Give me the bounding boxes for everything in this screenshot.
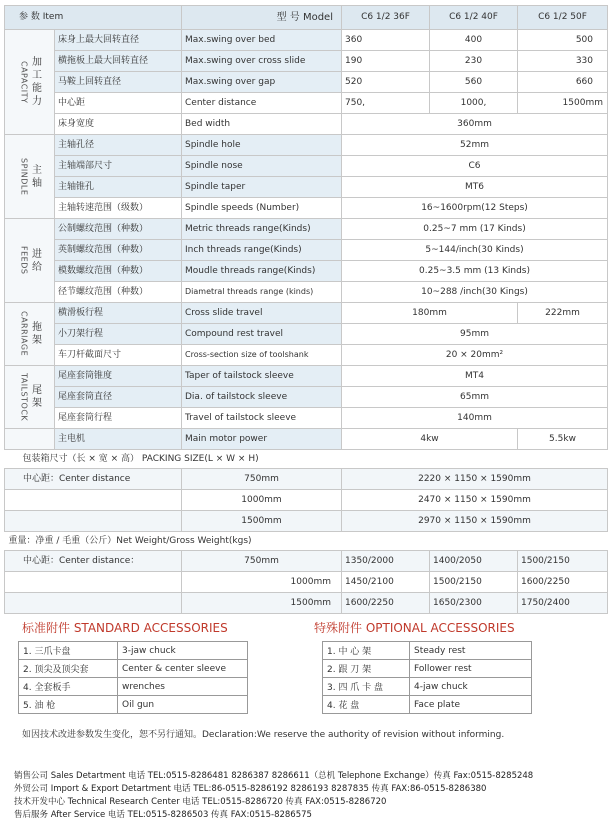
table-row [5, 408, 608, 429]
value-cell: C6 [342, 156, 608, 177]
value-cell: MT6 [342, 177, 608, 198]
table-row [5, 177, 608, 198]
table-row [5, 324, 608, 345]
accessory-en: Face plate [410, 696, 532, 714]
table-row [5, 240, 608, 261]
row-label-zh: 主轴孔径 [55, 135, 182, 156]
optional-accessories-title: 特殊附件 OPTIONAL ACCESSORIES [314, 621, 515, 635]
table-row [5, 490, 608, 511]
value-cell: 222mm [518, 303, 608, 324]
weight-title-row [5, 532, 608, 551]
list-item [323, 696, 532, 714]
table-row [5, 303, 608, 324]
value-cell: 500 [518, 30, 608, 51]
table-row [5, 593, 608, 614]
list-item [19, 660, 248, 678]
accessory-en: 4-jaw chuck [410, 678, 532, 696]
table-row [5, 72, 608, 93]
category-label-zh: 加工能力 [29, 56, 41, 108]
category-label-en: SPINDLE [19, 157, 29, 196]
accessory-en: Center & center sleeve [118, 660, 248, 678]
row-label-zh: 横滑板行程 [55, 303, 182, 324]
accessory-en: Steady rest [410, 642, 532, 660]
weight-title: 重量：净重 / 毛重（公斤）Net Weight/Gross Weight(kgs) [8, 535, 252, 546]
value-cell: 330 [518, 51, 608, 72]
weight-label: 中心距：Center distance： [5, 551, 182, 572]
row-label-zh: 床身上最大回转直径 [55, 30, 182, 51]
row-label-zh: 主电机 [55, 429, 182, 450]
table-row [5, 387, 608, 408]
row-label-zh: 模数螺纹范围（种数） [55, 261, 182, 282]
value-cell: 180mm [342, 303, 518, 324]
accessory-zh: 1. 中 心 架 [323, 642, 410, 660]
row-label-zh: 径节螺纹范围（种数） [55, 282, 182, 303]
row-label-zh: 公制螺纹范围（种数） [55, 219, 182, 240]
row-label-en: Max.swing over gap [182, 72, 342, 93]
header-row [5, 6, 608, 30]
row-label-en: Spindle taper [182, 177, 342, 198]
table-row [5, 114, 608, 135]
row-label-en: Cross slide travel [182, 303, 342, 324]
accessory-en: Follower rest [410, 660, 532, 678]
contact-service: 售后服务 After Service 电话 TEL:0515-8286503 传真 FAX:0515-8286575 [14, 810, 312, 820]
row-label-en: Diametral threads range (kinds) [182, 282, 342, 303]
row-label-en: Travel of tailstock sleeve [182, 408, 342, 429]
category-capacity [5, 30, 55, 135]
row-label-zh: 马鞍上回转直径 [55, 72, 182, 93]
category-label-zh: 进给 [29, 247, 41, 274]
row-label-zh: 主轴端部尺寸 [55, 156, 182, 177]
weight-value: 1450/2100 [342, 572, 430, 593]
weight-distance: 1000mm [182, 572, 342, 593]
row-label-zh: 主轴锥孔 [55, 177, 182, 198]
category-tailstock [5, 366, 55, 429]
value-cell: 5.5kw [518, 429, 608, 450]
value-cell: 1500mm [518, 93, 608, 114]
param-header: 参 数 Item [5, 6, 182, 30]
row-label-zh: 车刀杆截面尺寸 [55, 345, 182, 366]
table-row [5, 30, 608, 51]
row-label-zh: 床身宽度 [55, 114, 182, 135]
packing-title-row [5, 450, 608, 469]
accessory-zh: 2. 顶尖及顶尖套 [19, 660, 118, 678]
row-label-en: Metric threads range(Kinds) [182, 219, 342, 240]
contact-research: 技术开发中心 Technical Research Center 电话 TEL:0515-8286720 传真 FAX:0515-8286720 [14, 797, 387, 807]
spec-table [4, 5, 608, 614]
model-2: C6 1/2 40F [430, 6, 518, 30]
row-label-en: Inch threads range(Kinds) [182, 240, 342, 261]
optional-accessories-table [322, 641, 532, 714]
value-cell: 400 [430, 30, 518, 51]
standard-accessories-title: 标准附件 STANDARD ACCESSORIES [22, 621, 228, 635]
weight-value: 1500/2150 [430, 572, 518, 593]
category-label-zh: 拖架 [29, 321, 41, 347]
row-label-en: Bed width [182, 114, 342, 135]
value-cell: 10~288 /inch(30 Kings) [342, 282, 608, 303]
accessory-en: wrenches [118, 678, 248, 696]
weight-distance: 1500mm [182, 593, 342, 614]
weight-value: 1600/2250 [518, 572, 608, 593]
table-row [5, 282, 608, 303]
value-cell: 1000, [430, 93, 518, 114]
value-cell: 230 [430, 51, 518, 72]
packing-title: 包装箱尺寸（长 × 宽 × 高） PACKING SIZE(L × W × H) [22, 453, 259, 464]
model-header: 型 号 Model [182, 6, 342, 30]
table-row [5, 51, 608, 72]
row-label-zh: 主轴转速范围（级数） [55, 198, 182, 219]
category-label-en: TAILSTOCK [19, 372, 29, 422]
row-label-zh: 中心距 [55, 93, 182, 114]
category-feeds [5, 219, 55, 303]
value-cell: 750, [342, 93, 430, 114]
row-label-en: Cross-section size of toolshank [182, 345, 342, 366]
category-label-en: CARRIAGE [19, 311, 29, 357]
row-label-zh: 小刀架行程 [55, 324, 182, 345]
list-item [19, 642, 248, 660]
category-label-en: FEEDS [19, 246, 29, 275]
table-row [5, 345, 608, 366]
accessory-zh: 5. 油 枪 [19, 696, 118, 714]
table-row [5, 366, 608, 387]
weight-value: 1600/2250 [342, 593, 430, 614]
packing-size: 2470 × 1150 × 1590mm [342, 490, 608, 511]
table-row [5, 219, 608, 240]
category-label-en: CAPACITY [19, 60, 29, 104]
table-row [5, 261, 608, 282]
value-cell: 95mm [342, 324, 608, 345]
table-row [5, 135, 608, 156]
row-label-en: Dia. of tailstock sleeve [182, 387, 342, 408]
row-label-en: Max.swing over bed [182, 30, 342, 51]
weight-value: 1750/2400 [518, 593, 608, 614]
table-row [5, 551, 608, 572]
accessory-en: Oil gun [118, 696, 248, 714]
revision-note: 如因技术改进参数发生变化，恕不另行通知。Declaration:We reserve the authority of revision without informing. [22, 730, 505, 740]
weight-value: 1350/2000 [342, 551, 430, 572]
row-label-en: Max.swing over cross slide [182, 51, 342, 72]
value-cell: MT4 [342, 366, 608, 387]
row-label-en: Spindle speeds (Number) [182, 198, 342, 219]
table-row [5, 156, 608, 177]
list-item [323, 678, 532, 696]
table-row [5, 429, 608, 450]
packing-size: 2970 × 1150 × 1590mm [342, 511, 608, 532]
contact-export: 外贸公司 Import & Export Detartment 电话 TEL:86-0515-8286192 8286193 8287835 传真 FAX:86-0515-8286380 [14, 784, 487, 794]
value-cell: 520 [342, 72, 430, 93]
table-row [5, 198, 608, 219]
row-label-zh: 横拖板上最大回转直径 [55, 51, 182, 72]
value-cell: 0.25~3.5 mm (13 Kinds) [342, 261, 608, 282]
value-cell: 0.25~7 mm (17 Kinds) [342, 219, 608, 240]
category-carriage [5, 303, 55, 366]
list-item [323, 660, 532, 678]
value-cell: 190 [342, 51, 430, 72]
packing-distance: 750mm [182, 469, 342, 490]
row-label-en: Compound rest travel [182, 324, 342, 345]
row-label-zh: 尾座套筒直径 [55, 387, 182, 408]
value-cell: 560 [430, 72, 518, 93]
accessory-zh: 3. 四 爪 卡 盘 [323, 678, 410, 696]
value-cell: 5~144/inch(30 Kinds) [342, 240, 608, 261]
packing-distance: 1500mm [182, 511, 342, 532]
accessory-zh: 2. 跟 刀 架 [323, 660, 410, 678]
weight-distance: 750mm [182, 551, 342, 572]
packing-size: 2220 × 1150 × 1590mm [342, 469, 608, 490]
value-cell: 16~1600rpm(12 Steps) [342, 198, 608, 219]
list-item [19, 678, 248, 696]
row-label-en: Spindle hole [182, 135, 342, 156]
value-cell: 20 × 20mm² [342, 345, 608, 366]
weight-value: 1400/2050 [430, 551, 518, 572]
category-spindle [5, 135, 55, 219]
accessory-zh: 4. 全套板手 [19, 678, 118, 696]
table-row [5, 469, 608, 490]
table-row [5, 511, 608, 532]
value-cell: 52mm [342, 135, 608, 156]
row-label-zh: 尾座套筒行程 [55, 408, 182, 429]
row-label-zh: 尾座套筒锥度 [55, 366, 182, 387]
category-label-zh: 主轴 [29, 163, 41, 190]
weight-value: 1650/2300 [430, 593, 518, 614]
value-cell: 660 [518, 72, 608, 93]
value-cell: 140mm [342, 408, 608, 429]
row-label-en: Center distance [182, 93, 342, 114]
standard-accessories-table [18, 641, 248, 714]
accessory-en: 3-jaw chuck [118, 642, 248, 660]
model-1: C6 1/2 36F [342, 6, 430, 30]
list-item [19, 696, 248, 714]
row-label-en: Spindle nose [182, 156, 342, 177]
row-label-en: Moudle threads range(Kinds) [182, 261, 342, 282]
category-label-zh: 尾架 [29, 384, 41, 410]
row-label-en: Main motor power [182, 429, 342, 450]
packing-label: 中心距：Center distance [5, 469, 182, 490]
table-row [5, 572, 608, 593]
value-cell: 65mm [342, 387, 608, 408]
model-3: C6 1/2 50F [518, 6, 608, 30]
value-cell: 360 [342, 30, 430, 51]
accessory-zh: 1. 三爪卡盘 [19, 642, 118, 660]
list-item [323, 642, 532, 660]
table-row [5, 93, 608, 114]
accessory-zh: 4. 花 盘 [323, 696, 410, 714]
value-cell: 4kw [342, 429, 518, 450]
contact-sales: 销售公司 Sales Detartment 电话 TEL:0515-8286481 8286387 8286611（总机 Telephone Exchange）传真 Fax:0515-8285248 [14, 771, 534, 781]
row-label-en: Taper of tailstock sleeve [182, 366, 342, 387]
value-cell: 360mm [342, 114, 608, 135]
packing-distance: 1000mm [182, 490, 342, 511]
weight-value: 1500/2150 [518, 551, 608, 572]
row-label-zh: 英制螺纹范围（种数） [55, 240, 182, 261]
